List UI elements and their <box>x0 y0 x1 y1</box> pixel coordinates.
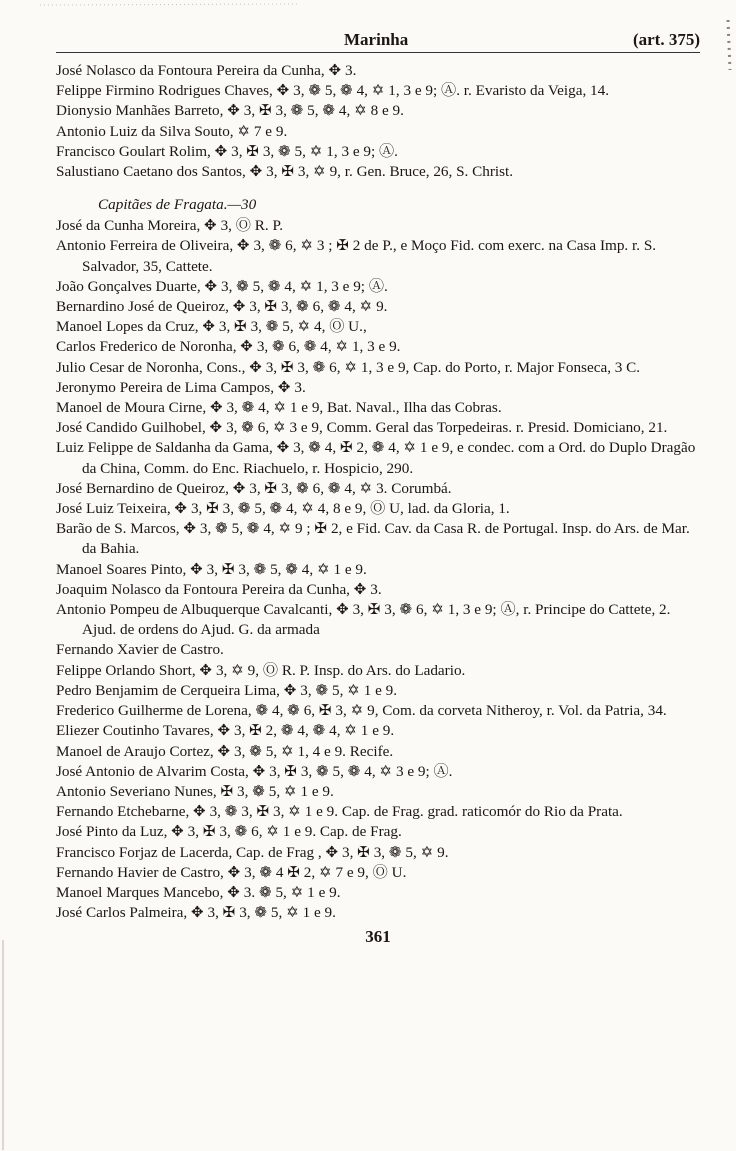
register-entry: Frederico Guilherme de Lorena, ❁ 4, ❁ 6, ✠ 3, ✡ 9, Com. da corveta Nitheroy, r. Vol. da Patria, 34. <box>56 702 667 720</box>
header-title: Marinha <box>344 30 409 49</box>
register-entry: Antonio Pompeu de Albuquerque Cavalcanti, ✥ 3, ✠ 3, ❁ 6, ✡ 1, 3 e 9; Ⓐ, r. Principe do Cattete, 2. Ajud. de ordens do Ajud. G. da armada <box>56 601 671 639</box>
register-entry: Manoel Soares Pinto, ✥ 3, ✠ 3, ❁ 5, ❁ 4, ✡ 1 e 9. <box>56 560 367 578</box>
section-title: Capitães de Fragata.—30 <box>98 196 257 214</box>
register-entry: Antonio Severiano Nunes, ✠ 3, ❁ 5, ✡ 1 e 9. <box>56 782 334 800</box>
page-number: 361 <box>365 927 391 947</box>
register-entry: José Pinto da Luz, ✥ 3, ✠ 3, ❁ 6, ✡ 1 e 9. Cap. de Frag. <box>56 823 402 841</box>
register-entry: Fernando Havier de Castro, ✥ 3, ❁ 4 ✠ 2, ✡ 7 e 9, Ⓞ U. <box>56 863 407 881</box>
register-entry: Barão de S. Marcos, ✥ 3, ❁ 5, ❁ 4, ✡ 9 ; ✠ 2, e Fid. Cav. da Casa R. de Portugal. Insp. do Ars. de Mar. da Bahia. <box>56 520 690 558</box>
entries-top <box>56 61 700 182</box>
register-entry: Manoel Marques Mancebo, ✥ 3. ❁ 5, ✡ 1 e 9. <box>56 883 341 901</box>
register-entry: José Antonio de Alvarim Costa, ✥ 3, ✠ 3, ❁ 5, ❁ 4, ✡ 3 e 9; Ⓐ. <box>56 762 453 780</box>
register-entry: Francisco Goulart Rolim, ✥ 3, ✠ 3, ❁ 5, ✡ 1, 3 e 9; Ⓐ. <box>56 142 398 160</box>
register-entry: José da Cunha Moreira, ✥ 3, Ⓞ R. P. <box>56 217 284 235</box>
running-header <box>56 30 700 53</box>
document-page <box>56 30 700 947</box>
register-entry: Carlos Frederico de Noronha, ✥ 3, ❁ 6, ❁ 4, ✡ 1, 3 e 9. <box>56 338 401 356</box>
register-entry: José Bernardino de Queiroz, ✥ 3, ✠ 3, ❁ 6, ❁ 4, ✡ 3. Corumbá. <box>56 479 452 497</box>
register-entry: Fernando Etchebarne, ✥ 3, ❁ 3, ✠ 3, ✡ 1 e 9. Cap. de Frag. grad. raticomór do Rio da Prata. <box>56 803 623 821</box>
register-entry: Julio Cesar de Noronha, Cons., ✥ 3, ✠ 3, ❁ 6, ✡ 1, 3 e 9, Cap. do Porto, r. Major Fonseca, 3 C. <box>56 358 641 376</box>
register-entry: Salustiano Caetano dos Santos, ✥ 3, ✠ 3, ✡ 9, r. Gen. Bruce, 26, S. Christ. <box>56 163 514 181</box>
header-article: (art. 375) <box>632 30 700 49</box>
register-entry: João Gonçalves Duarte, ✥ 3, ❁ 5, ❁ 4, ✡ 1, 3 e 9; Ⓐ. <box>56 277 388 295</box>
register-entry: Felippe Orlando Short, ✥ 3, ✡ 9, Ⓞ R. P. Insp. do Ars. do Ladario. <box>56 661 466 679</box>
register-entry: Felippe Firmino Rodrigues Chaves, ✥ 3, ❁ 5, ❁ 4, ✡ 1, 3 e 9; Ⓐ. r. Evaristo da Veiga, 14. <box>56 82 610 100</box>
register-entry: José Luiz Teixeira, ✥ 3, ✠ 3, ❁ 5, ❁ 4, ✡ 4, 8 e 9, Ⓞ U, lad. da Gloria, 1. <box>56 500 510 518</box>
register-entry: Joaquim Nolasco da Fontoura Pereira da Cunha, ✥ 3. <box>56 580 382 598</box>
register-entry: Luiz Felippe de Saldanha da Gama, ✥ 3, ❁ 4, ✠ 2, ❁ 4, ✡ 1 e 9, e condec. com a Ord. do Duplo Dragão da China, Comm. do Enc. Riachuelo, r. Hospicio, 290. <box>56 439 696 477</box>
register-entry: José Carlos Palmeira, ✥ 3, ✠ 3, ❁ 5, ✡ 1 e 9. <box>56 904 336 922</box>
register-entry: Fernando Xavier de Castro. <box>56 641 224 659</box>
register-entry: Antonio Ferreira de Oliveira, ✥ 3, ❁ 6, ✡ 3 ; ✠ 2 de P., e Moço Fid. com exerc. na Casa Imp. r. S. Salvador, 35, Cattete. <box>56 237 657 275</box>
entries-main <box>56 216 700 923</box>
register-entry: Manoel de Araujo Cortez, ✥ 3, ❁ 5, ✡ 1, 4 e 9. Recife. <box>56 742 394 760</box>
register-entry: Manoel de Moura Cirne, ✥ 3, ❁ 4, ✡ 1 e 9, Bat. Naval., Ilha das Cobras. <box>56 399 502 417</box>
register-entry: Francisco Forjaz de Lacerda, Cap. de Frag , ✥ 3, ✠ 3, ❁ 5, ✡ 9. <box>56 843 449 861</box>
register-entry: Bernardino José de Queiroz, ✥ 3, ✠ 3, ❁ 6, ❁ 4, ✡ 9. <box>56 298 388 316</box>
register-entry: José Nolasco da Fontoura Pereira da Cunha, ✥ 3. <box>56 62 357 79</box>
register-entry: Pedro Benjamim de Cerqueira Lima, ✥ 3, ❁ 5, ✡ 1 e 9. <box>56 681 398 699</box>
register-entry: Antonio Luiz da Silva Souto, ✡ 7 e 9. <box>56 122 288 140</box>
register-entry: Manoel Lopes da Cruz, ✥ 3, ✠ 3, ❁ 5, ✡ 4, Ⓞ U., <box>56 318 367 336</box>
register-entry: José Candido Guilhobel, ✥ 3, ❁ 6, ✡ 3 e 9, Comm. Geral das Torpedeiras. r. Presid. Domiciano, 21. <box>56 419 668 437</box>
register-entry: Eliezer Coutinho Tavares, ✥ 3, ✠ 2, ❁ 4, ❁ 4, ✡ 1 e 9. <box>56 722 395 740</box>
register-entry: Dionysio Manhães Barreto, ✥ 3, ✠ 3, ❁ 5, ❁ 4, ✡ 8 e 9. <box>56 102 404 120</box>
register-entry: Jeronymo Pereira de Lima Campos, ✥ 3. <box>56 378 306 396</box>
